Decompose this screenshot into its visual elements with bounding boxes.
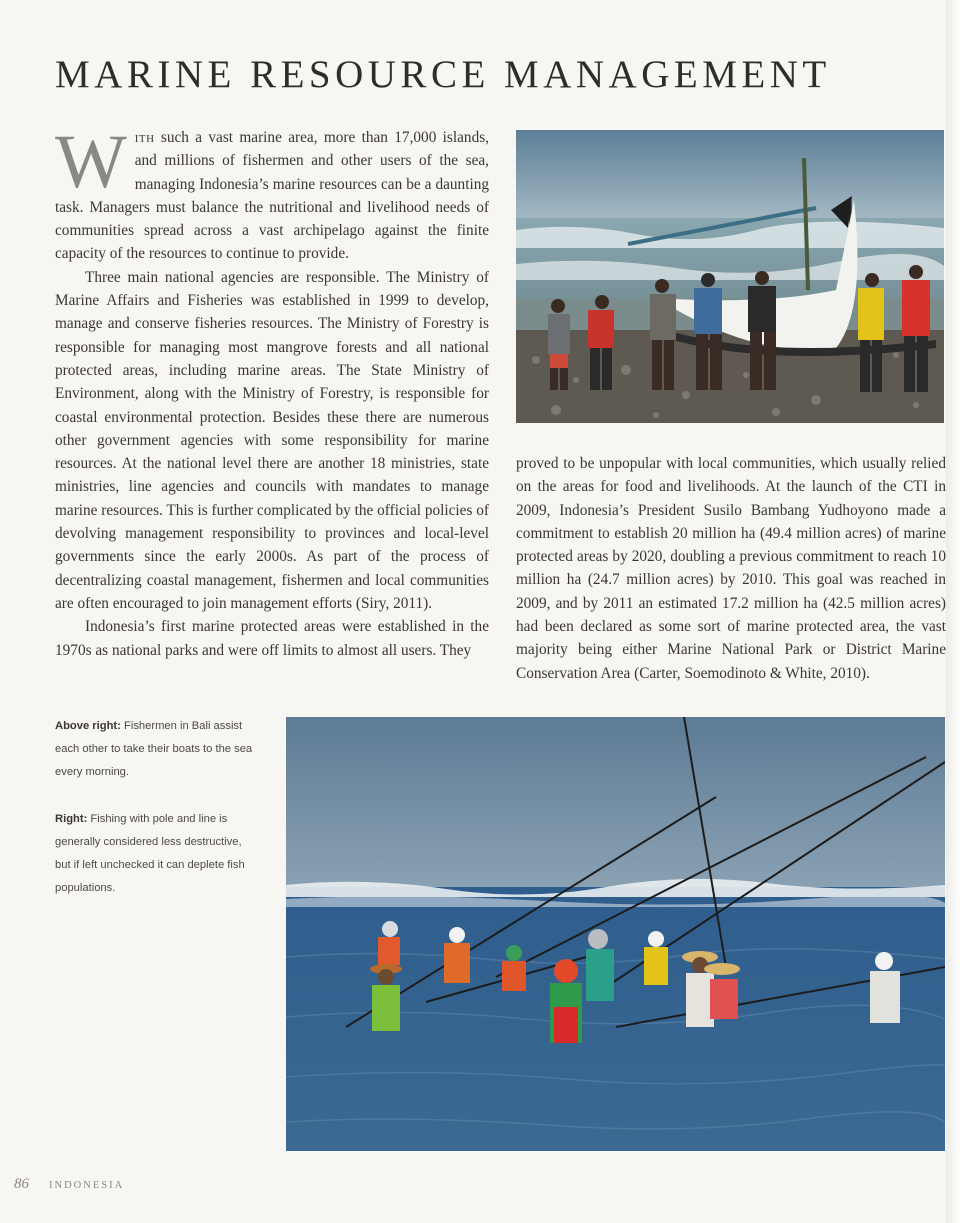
- page-edge: [946, 0, 960, 1223]
- drop-cap: W: [55, 120, 127, 204]
- caption-lead: Right:: [55, 813, 88, 825]
- page-title: MARINE RESOURCE MANAGEMENT: [55, 53, 831, 96]
- page-number: 86: [14, 1176, 29, 1192]
- paragraph-1: [55, 120, 489, 266]
- caption-right: [55, 808, 260, 900]
- running-head: INDONESIA: [49, 1180, 125, 1191]
- fishing-photo-illustration: [286, 717, 945, 1151]
- right-text-column: [516, 452, 946, 685]
- paragraph-1-text: such a vast marine area, more than 17,000 islands, and millions of fishermen and other users of the sea, managing Indonesia’s marine resources can be a daunting task. Managers must balance the nutritional and livelihood needs of communities spread across a vast archipelago against the finite capacity of the resources to continue to provide.: [55, 129, 489, 263]
- photo-fishermen-boat: [516, 130, 944, 423]
- caption-text: Fishing with pole and line is generally considered less destructive, but if left unchecked it can deplete fish populations.: [55, 813, 245, 894]
- caption-lead: Above right:: [55, 720, 121, 732]
- page-footer: [14, 1175, 124, 1193]
- paragraph-3-start: Indonesia’s first marine protected areas were established in the 1970s as national parks and were off limits to almost all users. They: [55, 618, 489, 659]
- caption-text: Fishermen in Bali assist each other to take their boats to the sea every morning.: [55, 720, 253, 778]
- caption-above-right: [55, 715, 260, 784]
- left-text-column: [55, 120, 489, 662]
- drop-cap-lead: ith: [134, 129, 155, 146]
- boat-photo-illustration: [516, 130, 944, 423]
- paragraph-3-continued: proved to be unpopular with local communities, which usually relied on the areas for food and livelihoods. At the launch of the CTI in 2009, Indonesia’s President Susilo Bambang Yudhoyono made a commitment to establish 20 million ha (49.4 million acres) of marine protected areas by 2020, doubling a previous commitment to reach 10 million ha (24.7 million acres) by 2010. This goal was reached in 2009, and by 2011 an estimated 17.2 million ha (42.5 million acres) had been declared as some sort of marine protected area, the vast majority being either Marine National Park or District Marine Conservation Area (Carter, Soemodinoto & White, 2010).: [516, 455, 946, 682]
- paragraph-2: Three main national agencies are responsible. The Ministry of Marine Affairs and Fisheries was established in 1999 to develop, manage and conserve fisheries resources. The Ministry of Forestry is responsible for managing most mangrove forests and all national protected areas, including marine areas. The State Ministry of Environment, along with the Ministry of Forestry, is responsible for coastal environmental protection. Besides these there are numerous other government agencies with some responsibility for marine resources. At the national level there are another 18 ministries, state ministries, line agencies and councils with mandates to manage marine resources. This is further complicated by the official policies of devolving management responsibility to provinces and local-level governments since the early 2000s. As part of the process of decentralizing coastal management, fishermen and local communities are often encouraged to join management efforts (Siry, 2011).: [55, 268, 489, 612]
- photo-pole-fishing: [286, 717, 945, 1151]
